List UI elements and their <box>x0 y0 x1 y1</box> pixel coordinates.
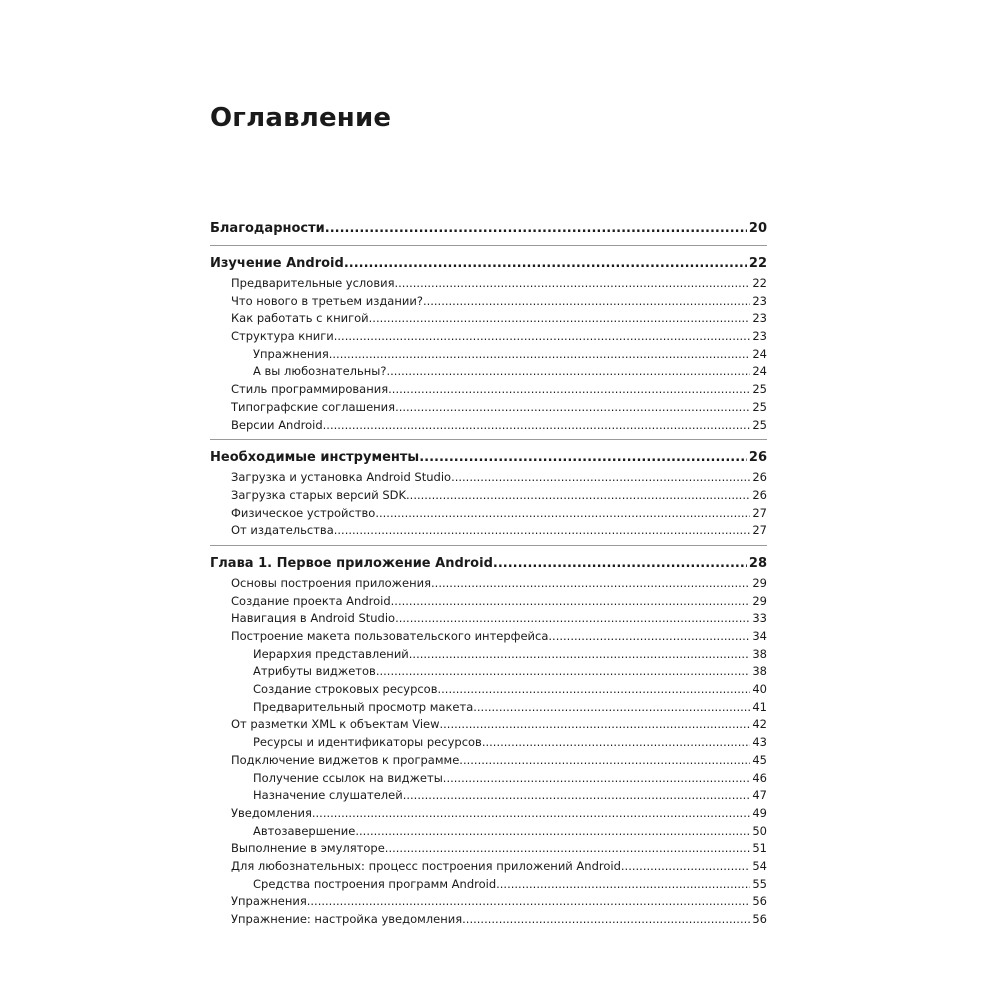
toc-page-number: 29 <box>752 593 767 608</box>
toc-entry-title: Упражнения <box>231 894 307 909</box>
toc-page-number: 23 <box>752 329 767 344</box>
toc-entry[interactable] <box>210 628 767 646</box>
toc-page-number: 55 <box>752 876 767 891</box>
toc-section <box>210 553 767 934</box>
toc-entry-title: Основы построения приложения <box>231 575 432 590</box>
dot-leader <box>325 218 747 240</box>
toc-page-number: 22 <box>752 276 767 290</box>
dot-leader <box>403 787 751 805</box>
toc-entry[interactable] <box>210 681 767 699</box>
toc-entry[interactable] <box>210 734 767 752</box>
toc-heading-entry[interactable] <box>210 447 767 469</box>
toc-page-number: 27 <box>752 505 767 520</box>
toc-page-number: 26 <box>748 450 767 466</box>
toc-entry-title: Упражнения <box>253 346 329 361</box>
toc-entry-title: Изучение Android <box>210 256 344 271</box>
toc-entry-title: Предварительные условия <box>231 276 395 290</box>
toc-entry-title: А вы любознательны? <box>253 364 387 379</box>
dot-leader <box>395 275 751 293</box>
dot-leader <box>334 522 751 540</box>
toc-entry-title: Физическое устройство <box>231 505 376 520</box>
toc-page-number: 26 <box>752 470 767 485</box>
toc-page-number: 33 <box>752 611 767 626</box>
toc-entry[interactable] <box>210 363 767 381</box>
toc-page-number: 20 <box>748 221 767 236</box>
toc-entry[interactable] <box>210 310 767 328</box>
toc-page-number: 26 <box>752 487 767 502</box>
dot-leader <box>451 469 750 487</box>
dot-leader <box>385 840 751 858</box>
dot-leader <box>493 553 747 575</box>
dot-leader <box>344 253 747 275</box>
dot-leader <box>482 734 751 752</box>
toc-entry-title: Глава 1. Первое приложение Android <box>210 555 493 571</box>
toc-entry[interactable] <box>210 840 767 858</box>
dot-leader <box>395 399 750 417</box>
toc-entry[interactable] <box>210 893 767 911</box>
toc-page-number: 56 <box>752 912 767 926</box>
toc-page-number: 29 <box>752 575 767 590</box>
toc-entry-title: Типографские соглашения <box>231 399 396 414</box>
dot-leader <box>312 805 751 823</box>
toc-entry-title: Построение макета пользовательского интерфейса <box>231 629 549 643</box>
toc-entry-title: Благодарности <box>210 221 325 236</box>
toc-page-number: 54 <box>752 858 767 873</box>
toc-entry[interactable] <box>210 646 767 664</box>
toc-entry[interactable] <box>210 399 767 417</box>
dot-leader <box>386 363 750 381</box>
dot-leader <box>369 310 751 328</box>
toc-page-number: 25 <box>752 382 767 397</box>
dot-leader <box>423 293 750 311</box>
toc-heading-entry[interactable] <box>210 553 767 575</box>
dot-leader <box>443 770 751 788</box>
toc-page-number: 24 <box>752 346 767 361</box>
dot-leader <box>391 593 751 611</box>
table-of-contents <box>210 218 767 941</box>
toc-heading-entry[interactable] <box>210 218 767 240</box>
toc-page-number: 38 <box>752 664 767 679</box>
dot-leader <box>462 911 750 929</box>
dot-leader <box>376 663 751 681</box>
toc-page-number: 34 <box>752 629 767 643</box>
toc-entry-title: Иерархия представлений <box>253 646 409 661</box>
toc-entry[interactable] <box>210 823 767 841</box>
toc-page-number: 22 <box>748 256 767 271</box>
toc-entry[interactable] <box>210 858 767 876</box>
toc-entry[interactable] <box>210 381 767 399</box>
toc-entry[interactable] <box>210 770 767 788</box>
dot-leader <box>621 858 750 876</box>
toc-entry-title: Загрузка и установка Android Studio <box>231 470 452 485</box>
toc-page-number: 50 <box>752 823 767 838</box>
page-title: Оглавление <box>210 103 392 133</box>
dot-leader <box>334 328 751 346</box>
toc-entry[interactable] <box>210 593 767 611</box>
toc-entry[interactable] <box>210 699 767 717</box>
toc-page-number: 25 <box>752 417 767 432</box>
toc-entry[interactable] <box>210 911 767 929</box>
toc-entry[interactable] <box>210 805 767 823</box>
toc-entry[interactable] <box>210 275 767 293</box>
toc-entry-title: От разметки XML к объектам View <box>231 717 440 732</box>
toc-entry[interactable] <box>210 876 767 894</box>
toc-entry-title: Навигация в Android Studio <box>231 611 396 626</box>
toc-page-number: 45 <box>752 752 767 767</box>
toc-entry-title: Стиль программирования <box>231 382 389 397</box>
toc-entry-title: Уведомления <box>231 805 312 820</box>
toc-entry[interactable] <box>210 505 767 523</box>
dot-leader <box>440 716 751 734</box>
toc-entry-title: Загрузка старых версий SDK <box>231 487 407 502</box>
toc-section <box>210 218 767 246</box>
toc-page-number: 25 <box>752 399 767 414</box>
toc-entry-title: Упражнение: настройка уведомления <box>231 912 463 926</box>
toc-entry[interactable] <box>210 663 767 681</box>
toc-entry-title: Что нового в третьем издании? <box>231 293 423 308</box>
dot-leader <box>395 610 750 628</box>
toc-section <box>210 253 767 440</box>
dot-leader <box>438 681 751 699</box>
toc-entry[interactable] <box>210 469 767 487</box>
toc-page-number: 51 <box>752 841 767 856</box>
toc-entry[interactable] <box>210 716 767 734</box>
dot-leader <box>459 752 750 770</box>
toc-entry[interactable] <box>210 487 767 505</box>
toc-entry-title: Подключение виджетов к программе <box>231 752 460 767</box>
toc-entry-title: Ресурсы и идентификаторы ресурсов <box>253 735 482 750</box>
toc-entry[interactable] <box>210 610 767 628</box>
toc-heading-entry[interactable] <box>210 253 767 275</box>
toc-page-number: 27 <box>752 523 767 538</box>
toc-entry-title: Средства построения программ Android <box>253 876 497 891</box>
toc-page-number: 46 <box>752 770 767 785</box>
dot-leader <box>496 876 750 894</box>
toc-section <box>210 447 767 546</box>
toc-entry-title: Структура книги <box>231 329 334 344</box>
toc-page-number: 24 <box>752 364 767 379</box>
toc-entry-title: Версии Android <box>231 417 323 432</box>
toc-page-number: 41 <box>752 699 767 714</box>
dot-leader <box>307 893 751 911</box>
toc-entry[interactable] <box>210 787 767 805</box>
dot-leader <box>548 628 750 646</box>
dot-leader <box>431 575 750 593</box>
toc-entry[interactable] <box>210 575 767 593</box>
toc-page-number: 47 <box>752 788 767 803</box>
toc-entry-title: От издательства <box>231 523 334 538</box>
toc-entry[interactable] <box>210 752 767 770</box>
toc-entry-title: Автозавершение <box>253 823 356 838</box>
toc-page-number: 38 <box>752 646 767 661</box>
toc-page-number: 56 <box>752 894 767 909</box>
toc-entry-title: Для любознательных: процесс построения приложений Android <box>231 858 621 873</box>
toc-entry[interactable] <box>210 522 767 540</box>
dot-leader <box>419 447 747 469</box>
dot-leader <box>388 381 750 399</box>
toc-entry-title: Предварительный просмотр макета <box>253 699 474 714</box>
toc-entry-title: Создание строковых ресурсов <box>253 682 438 697</box>
dot-leader <box>406 487 750 505</box>
dot-leader <box>355 823 750 841</box>
toc-page-number: 28 <box>748 555 767 571</box>
toc-page-number: 40 <box>752 682 767 697</box>
dot-leader <box>409 646 751 664</box>
toc-page-number: 42 <box>752 717 767 732</box>
dot-leader <box>473 699 750 717</box>
toc-entry[interactable] <box>210 328 767 346</box>
toc-page-number: 23 <box>752 311 767 326</box>
toc-entry[interactable] <box>210 346 767 364</box>
toc-page-number: 23 <box>752 293 767 308</box>
toc-entry[interactable] <box>210 417 767 435</box>
toc-page-number: 49 <box>752 805 767 820</box>
toc-entry-title: Как работать с книгой <box>231 311 369 326</box>
toc-entry-title: Необходимые инструменты <box>210 450 420 466</box>
toc-entry-title: Выполнение в эмуляторе <box>231 841 385 856</box>
toc-entry-title: Создание проекта Android <box>231 593 391 608</box>
toc-entry-title: Атрибуты виджетов <box>253 664 376 679</box>
toc-entry-title: Получение ссылок на виджеты <box>253 770 443 785</box>
toc-entry-title: Назначение слушателей <box>253 788 403 803</box>
dot-leader <box>375 505 750 523</box>
toc-page-number: 43 <box>752 735 767 750</box>
dot-leader <box>323 417 751 435</box>
dot-leader <box>329 346 751 364</box>
toc-entry[interactable] <box>210 293 767 311</box>
